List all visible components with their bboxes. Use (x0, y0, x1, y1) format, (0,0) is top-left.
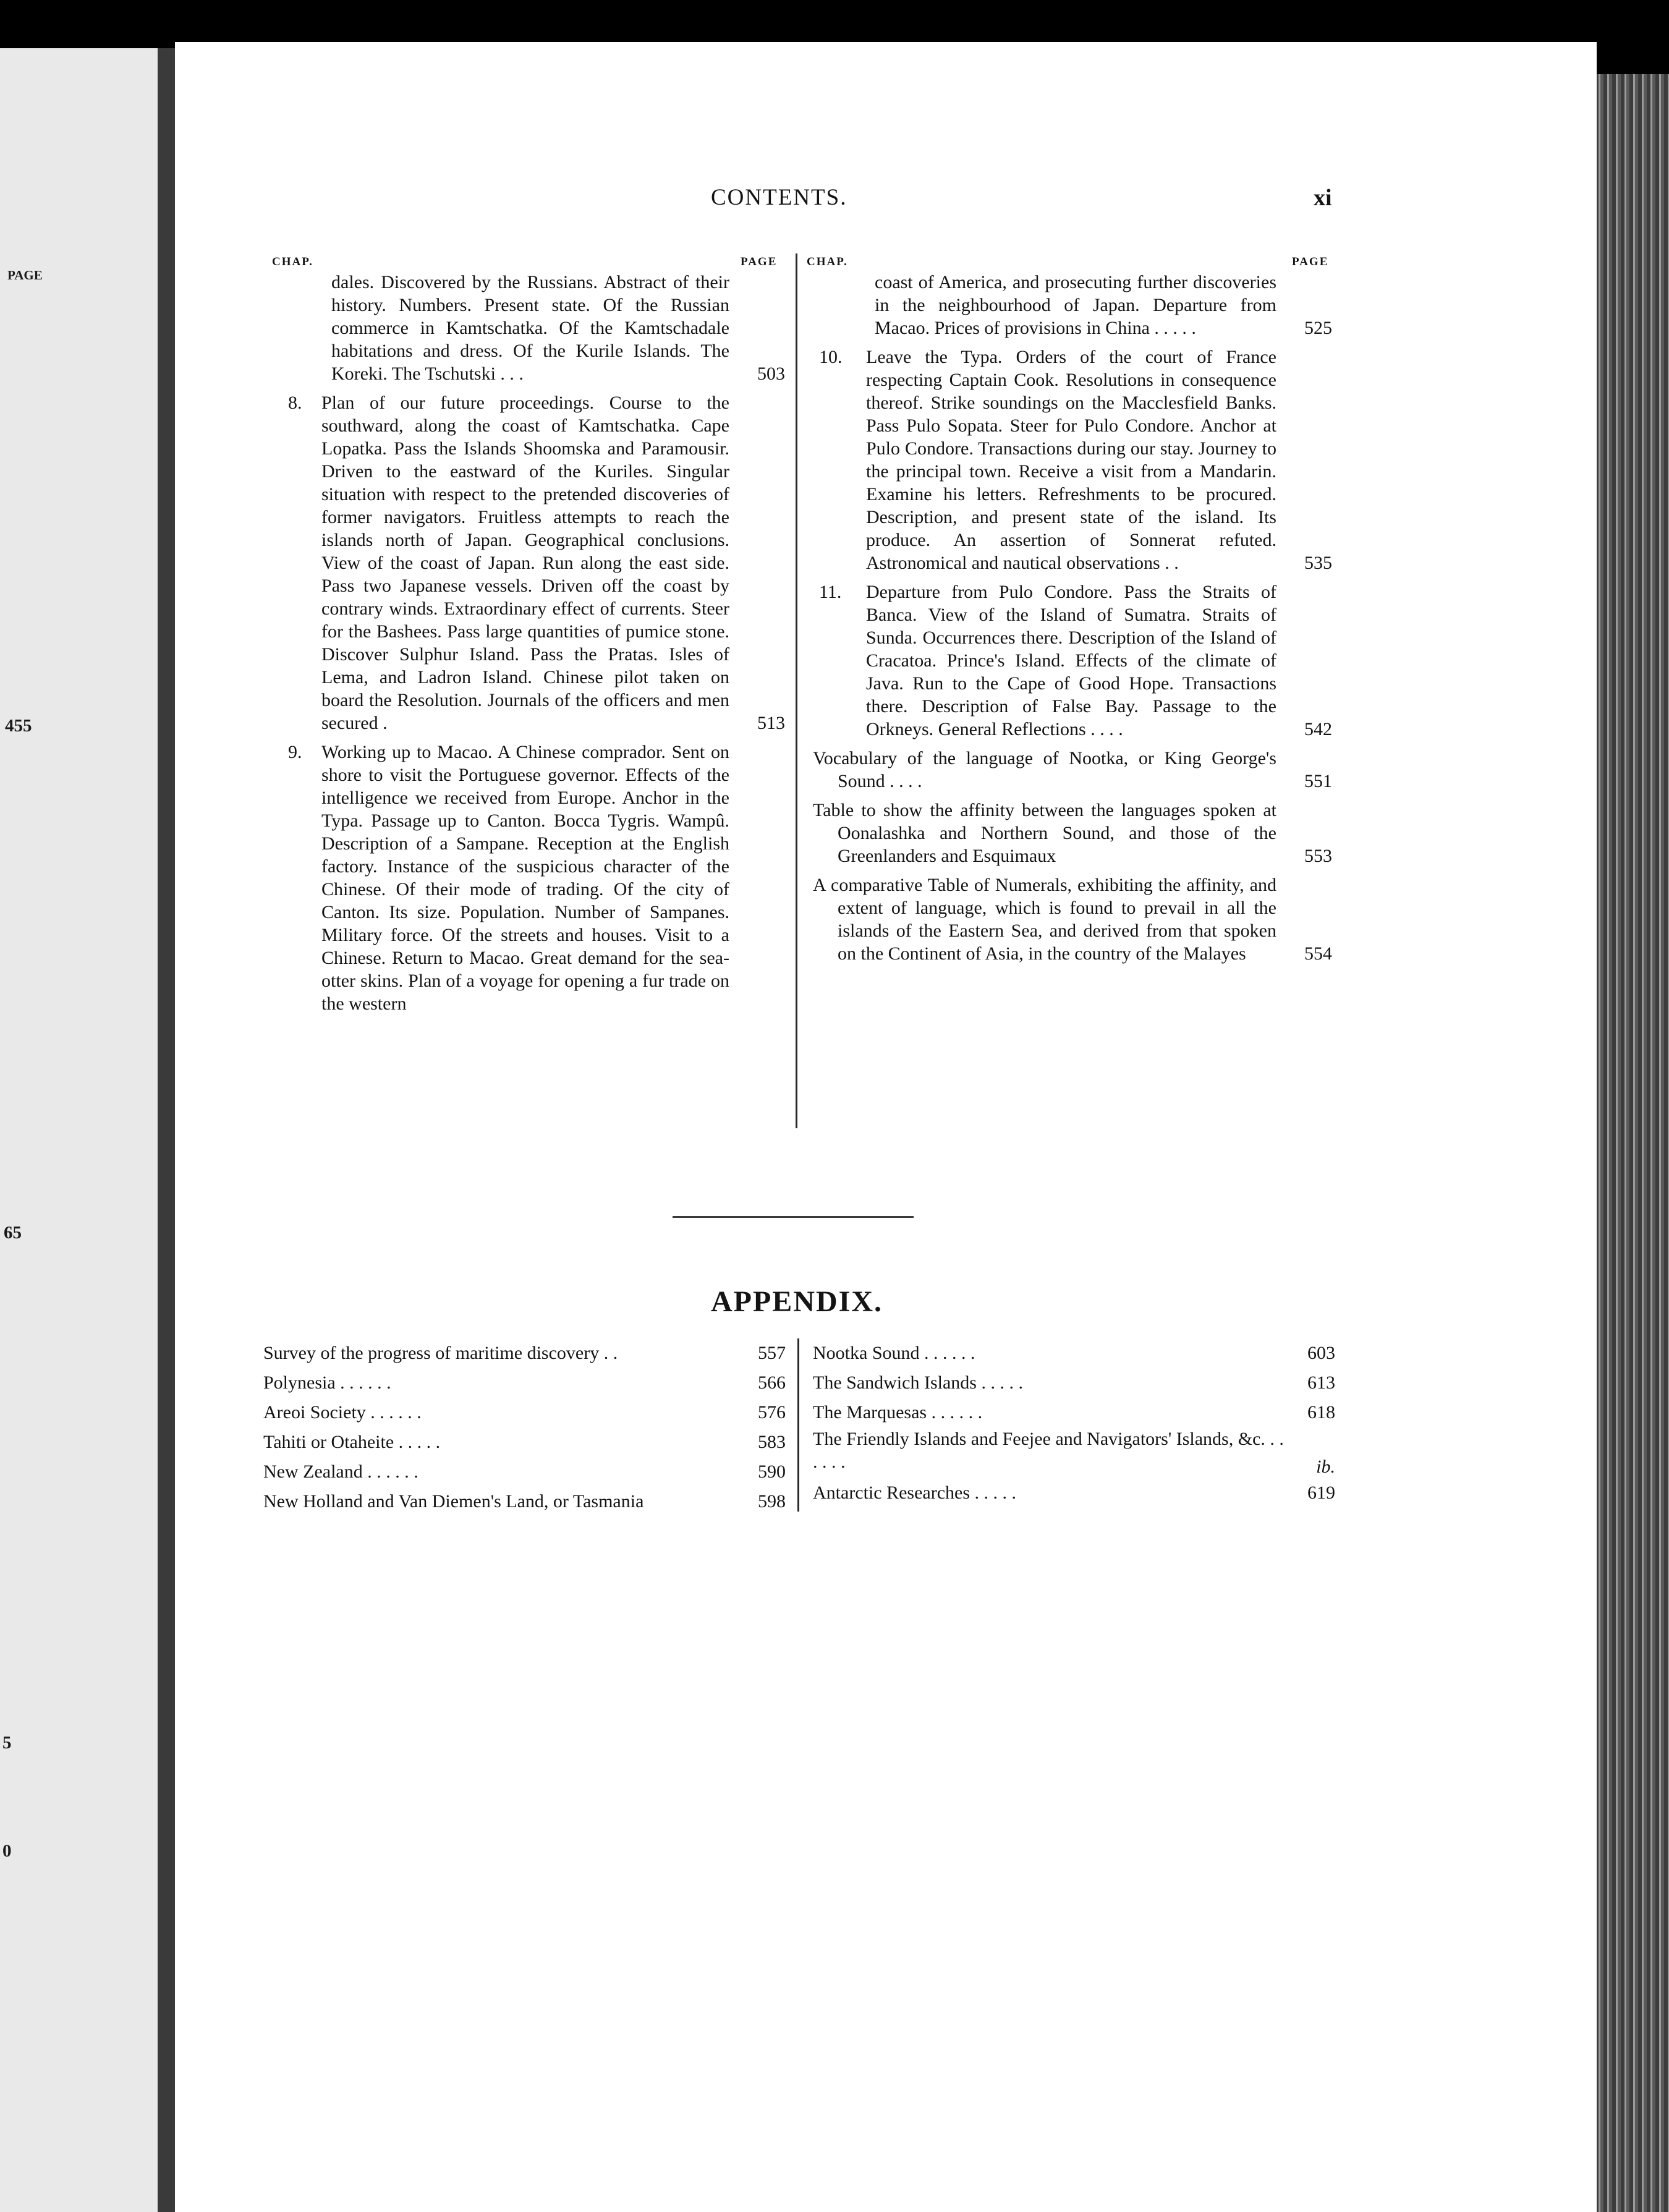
toc-entry-page: 503 (757, 364, 785, 384)
toc-entry-text: Plan of our future proceedings. Course to the southward, along the coast of Kamtschatka. Cape Lopatka. Pass the Islands Shoomska and Paramousir. Driven to the eastward of the Kuriles. Singular situation with respect to the pretended discoveries of former navigators. Fruitless attempts to reach the islands north of Japan. Geographical conclusions. View of the coast of Japan. Run along the east side. Pass two Japanese vessels. Driven off the coast by contrary winds. Extraordinary effect of currents. Steer for the Bashees. Pass large quantities of pumice stone. Discover Sulphur Island. Pass the Pratas. Isles of Lema, and Ladron Island. Chinese pilot taken on board the Resolution. Journals of the officers and men secured . (321, 393, 729, 733)
appendix-entry-text: Polynesia . . . . . . (263, 1372, 391, 1393)
appendix-entry-text: Survey of the progress of maritime discovery . . (263, 1343, 618, 1363)
page-label: PAGE (1292, 255, 1329, 268)
facing-page-fragment: PAGE (7, 268, 43, 283)
appendix-entry (263, 1487, 786, 1516)
toc-entry-page: 542 (1304, 719, 1332, 739)
running-head: CONTENTS. (711, 185, 847, 210)
appendix-column-divider (797, 1338, 799, 1512)
appendix-entry-page: 618 (1307, 1402, 1335, 1423)
appendix-entry-page: 566 (758, 1372, 786, 1393)
appendix-entry (813, 1427, 1335, 1478)
appendix-entry-page: 557 (758, 1343, 786, 1363)
appendix-entry (813, 1398, 1335, 1427)
toc-entry-page: 553 (1304, 846, 1332, 866)
appendix-entry (813, 1338, 1335, 1368)
toc-entry (278, 391, 785, 734)
toc-entry (278, 271, 785, 385)
appendix-heading: APPENDIX. (711, 1285, 883, 1318)
chap-label: CHAP. (807, 255, 848, 268)
appendix-entry (263, 1457, 786, 1487)
toc-entry-page: 513 (757, 713, 785, 733)
appendix-entry-text: Tahiti or Otaheite . . . . . (263, 1432, 441, 1452)
facing-page-fragment: 455 (5, 716, 32, 736)
appendix-entry (263, 1398, 786, 1427)
book-gutter (158, 48, 175, 2212)
appendix-entry-page: 613 (1307, 1372, 1335, 1393)
appendix-right-column (813, 1338, 1335, 1508)
appendix-entry-page: 590 (758, 1461, 786, 1482)
chapter-number: 10. (819, 347, 843, 367)
appendix-entry (813, 1368, 1335, 1398)
toc-entry-text: Working up to Macao. A Chinese comprador. Sent on shore to visit the Portuguese governor. Effects of the intelligence we received from Europe. Anchor in the Typa. Passage up to Canton. Bocca Tygris. Wampû. Description of a Sampane. Reception at the English factory. Instance of the suspicious character of the Chinese. Of their mode of trading. Of the city of Canton. Its size. Population. Number of Sampanes. Military force. Of the streets and houses. Visit to a Chinese. Return to Macao. Great demand for the sea-otter skins. Plan of a voyage for opening a fur trade on the western (321, 742, 729, 1014)
toc-entry-text: A comparative Table of Numerals, exhibiting the affinity, and extent of language, which is found to prevail in all the islands of the Eastern Sea, and derived from that spoken on the Continent of Asia, in the country of the Malayes (813, 875, 1276, 964)
appendix-entry (263, 1368, 786, 1398)
toc-entry-text: Table to show the affinity between the languages spoken at Oonalashka and Northern Sound, and those of the Greenlanders and Esquimaux (813, 800, 1276, 866)
toc-entry (813, 874, 1332, 965)
appendix-entry-page: 576 (758, 1402, 786, 1423)
toc-entry (278, 741, 785, 1015)
appendix-entry-text: Areoi Society . . . . . . (263, 1402, 422, 1423)
page-label: PAGE (741, 255, 778, 268)
toc-entry-text: dales. Discovered by the Russians. Abstract of their history. Numbers. Present state. Of the Russian commerce in Kamtschatka. Of the Kamtschadale habitations and dress. Of the Kurile Islands. The Koreki. The Tschutski . . . (331, 272, 729, 384)
toc-right-column (813, 271, 1332, 971)
toc-entry-page: 551 (1304, 771, 1332, 791)
appendix-entry-page: 598 (758, 1491, 786, 1512)
toc-entry (813, 346, 1332, 574)
toc-entry-page: 525 (1304, 318, 1332, 338)
appendix-entry-text: New Zealand . . . . . . (263, 1461, 418, 1482)
chap-label: CHAP. (272, 255, 313, 268)
appendix-entry-page: 603 (1307, 1343, 1335, 1363)
appendix-left-column (263, 1338, 786, 1516)
toc-entry (813, 271, 1332, 339)
toc-entry (813, 747, 1332, 793)
appendix-entry-text: New Holland and Van Diemen's Land, or Tasmania (263, 1491, 644, 1512)
toc-left-column (278, 271, 785, 1021)
column-divider (796, 253, 797, 1128)
appendix-entry-text: The Marquesas . . . . . . (813, 1402, 983, 1423)
appendix-entry (263, 1338, 786, 1368)
appendix-entry (263, 1427, 786, 1457)
appendix-entry-text: The Sandwich Islands . . . . . (813, 1372, 1023, 1393)
facing-page-fragment: 5 (2, 1733, 12, 1753)
page-edges (1595, 74, 1669, 2212)
toc-entry (813, 581, 1332, 741)
toc-entry-text: Leave the Typa. Orders of the court of France respecting Captain Cook. Resolutions in consequence thereof. Strike soundings on the Macclesfield Banks. Pass Pulo Sopata. Steer for Pulo Condore. Anchor at Pulo Condore. Transactions during our stay. Journey to the principal town. Receive a visit from a Mandarin. Examine his letters. Refreshments to be procured. Description, and present state of the island. Its produce. An assertion of Sonnerat refuted. Astronomical and nautical observations . . (866, 347, 1276, 573)
appendix-entry-text: Antarctic Researches . . . . . (813, 1482, 1017, 1503)
chapter-number: 8. (288, 393, 302, 413)
chapter-number: 11. (819, 582, 842, 602)
section-separator (673, 1216, 914, 1218)
toc-entry-text: Departure from Pulo Condore. Pass the Straits of Banca. View of the Island of Sumatra. Straits of Sunda. Occurrences there. Description of the Island of Cracatoa. Prince's Island. Effects of the climate of Java. Run to the Cape of Good Hope. Transactions there. Description of False Bay. Passage to the Orkneys. General Reflections . . . . (866, 582, 1276, 739)
toc-entry-page: 535 (1304, 553, 1332, 573)
appendix-entry-text: The Friendly Islands and Feejee and Navigators' Islands, &c. . . . . . . (813, 1429, 1284, 1472)
chapter-number: 9. (288, 742, 302, 762)
appendix-entry-page: ib. (1316, 1457, 1335, 1477)
toc-entry-page: 554 (1304, 943, 1332, 964)
facing-page-fragment: 0 (2, 1841, 12, 1861)
facing-page-edge (0, 48, 158, 2212)
toc-entry-text: coast of America, and prosecuting further discoveries in the neighbourhood of Japan. Departure from Macao. Prices of provisions in China . . . . . (875, 272, 1276, 338)
appendix-entry-text: Nootka Sound . . . . . . (813, 1343, 975, 1363)
appendix-entry-page: 619 (1307, 1482, 1335, 1503)
toc-entry-text: Vocabulary of the language of Nootka, or King George's Sound . . . . (813, 748, 1276, 791)
appendix-entry (813, 1478, 1335, 1508)
folio-page-number: xi (1314, 185, 1332, 211)
toc-entry (813, 799, 1332, 867)
appendix-entry-page: 583 (758, 1432, 786, 1452)
facing-page-fragment: 65 (4, 1223, 22, 1243)
